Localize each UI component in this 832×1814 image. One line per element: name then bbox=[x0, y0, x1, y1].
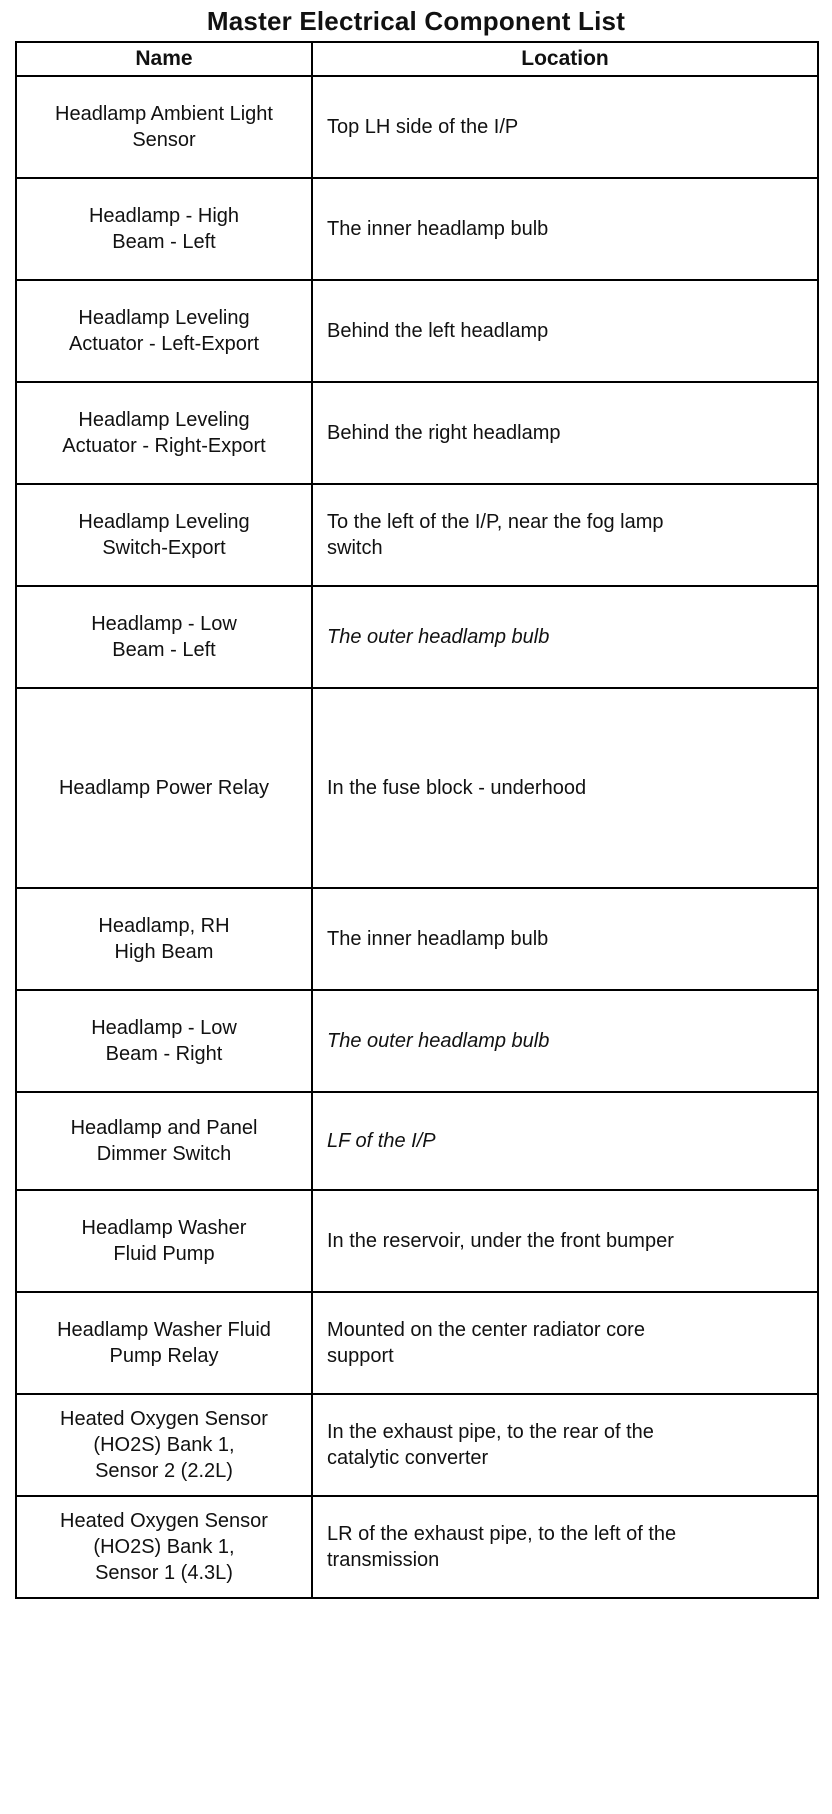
component-location: In the reservoir, under the front bumper bbox=[327, 1230, 674, 1252]
component-location: In the exhaust pipe, to the rear of the catalytic converter bbox=[327, 1421, 654, 1469]
table-row bbox=[16, 888, 818, 990]
table-row bbox=[16, 688, 818, 888]
name-cell bbox=[16, 1190, 312, 1292]
name-cell bbox=[16, 1092, 312, 1190]
component-name: Heated Oxygen Sensor (HO2S) Bank 1, Sensor 1 (4.3L) bbox=[60, 1510, 268, 1584]
component-name: Headlamp Leveling Actuator - Left-Export bbox=[68, 307, 260, 355]
component-location: The outer headlamp bulb bbox=[327, 626, 550, 648]
component-location: LF of the I/P bbox=[327, 1130, 436, 1152]
location-cell bbox=[312, 382, 818, 484]
component-location: The outer headlamp bulb bbox=[327, 1030, 550, 1052]
component-location: The inner headlamp bulb bbox=[327, 218, 549, 240]
table-row bbox=[16, 1092, 818, 1190]
location-cell bbox=[312, 1292, 818, 1394]
name-cell bbox=[16, 688, 312, 888]
component-name: Headlamp - Low Beam - Left bbox=[91, 613, 237, 661]
name-cell bbox=[16, 1292, 312, 1394]
location-cell bbox=[312, 484, 818, 586]
name-cell bbox=[16, 280, 312, 382]
location-cell bbox=[312, 990, 818, 1092]
table-row bbox=[16, 990, 818, 1092]
name-cell bbox=[16, 382, 312, 484]
component-location: To the left of the I/P, near the fog lamp switch bbox=[327, 511, 664, 559]
name-cell bbox=[16, 484, 312, 586]
component-name: Headlamp Washer Fluid Pump Relay bbox=[57, 1319, 271, 1367]
name-cell bbox=[16, 586, 312, 688]
table-header-row bbox=[16, 42, 818, 76]
component-location: Top LH side of the I/P bbox=[327, 116, 519, 138]
component-name: Headlamp and Panel Dimmer Switch bbox=[70, 1117, 258, 1165]
table-row bbox=[16, 280, 818, 382]
location-cell bbox=[312, 1092, 818, 1190]
component-location: In the fuse block - underhood bbox=[327, 777, 587, 799]
location-cell bbox=[312, 688, 818, 888]
column-header-location: Location bbox=[312, 42, 818, 76]
location-cell bbox=[312, 280, 818, 382]
location-cell bbox=[312, 76, 818, 178]
component-name: Headlamp - High Beam - Left bbox=[88, 205, 240, 253]
location-cell bbox=[312, 1496, 818, 1598]
component-location: The inner headlamp bulb bbox=[327, 928, 549, 950]
component-table bbox=[15, 41, 819, 1599]
location-cell bbox=[312, 586, 818, 688]
name-cell bbox=[16, 178, 312, 280]
name-cell bbox=[16, 888, 312, 990]
component-location: Behind the right headlamp bbox=[327, 422, 561, 444]
component-name: Headlamp, RH High Beam bbox=[98, 915, 230, 963]
name-cell bbox=[16, 1394, 312, 1496]
table-row bbox=[16, 76, 818, 178]
name-cell bbox=[16, 990, 312, 1092]
table-row bbox=[16, 484, 818, 586]
component-location: LR of the exhaust pipe, to the left of the transmission bbox=[327, 1523, 677, 1571]
table-row bbox=[16, 1496, 818, 1598]
name-cell bbox=[16, 1496, 312, 1598]
document-title: Master Electrical Component List bbox=[206, 6, 626, 36]
table-row bbox=[16, 382, 818, 484]
table-row bbox=[16, 586, 818, 688]
component-name: Headlamp Ambient Light Sensor bbox=[55, 103, 273, 151]
component-location: Mounted on the center radiator core support bbox=[327, 1319, 645, 1367]
column-header-name: Name bbox=[16, 42, 312, 76]
location-cell bbox=[312, 1394, 818, 1496]
component-name: Headlamp Power Relay bbox=[58, 777, 270, 799]
table-row bbox=[16, 1190, 818, 1292]
location-cell bbox=[312, 178, 818, 280]
location-cell bbox=[312, 888, 818, 990]
component-name: Headlamp Washer Fluid Pump bbox=[81, 1217, 247, 1265]
component-name: Headlamp Leveling Switch-Export bbox=[78, 511, 250, 559]
location-cell bbox=[312, 1190, 818, 1292]
table-row bbox=[16, 1292, 818, 1394]
table-row bbox=[16, 178, 818, 280]
name-cell bbox=[16, 76, 312, 178]
component-name: Headlamp Leveling Actuator - Right-Export bbox=[62, 409, 266, 457]
component-location: Behind the left headlamp bbox=[327, 320, 549, 342]
component-name: Heated Oxygen Sensor (HO2S) Bank 1, Sensor 2 (2.2L) bbox=[60, 1408, 268, 1482]
table-row bbox=[16, 1394, 818, 1496]
component-name: Headlamp - Low Beam - Right bbox=[91, 1017, 237, 1065]
